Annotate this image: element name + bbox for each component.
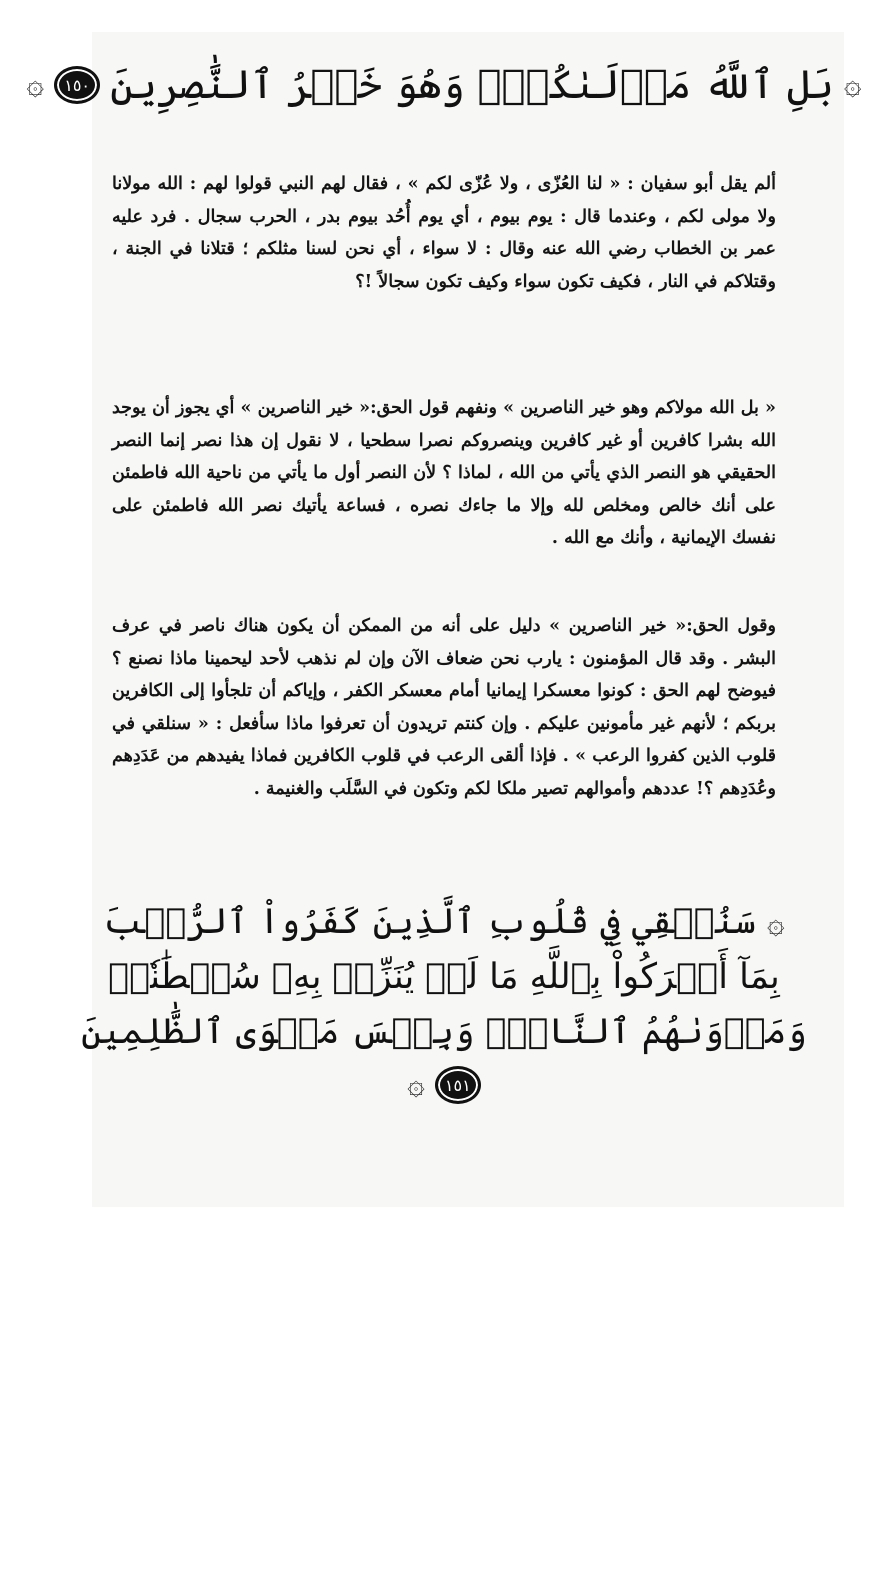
ornament-icon: ۞: [843, 67, 862, 102]
ornament-icon: ۞: [407, 1067, 425, 1102]
paragraph-3: وقول الحق:« خير الناصرين » دليل على أنه من الممكن أن يكون هناك ناصر في عرف البشر . وقد قال المؤمنون : يارب نحن ضعاف الآن وإن لم نذهب لأحد ليحمينا ماذا نصنع ؟ فيوضح لهم الحق : كونوا معسكرا إيمانيا أمام معسكر الكفر ، وإياكم أن تلجأوا إلى الكافرين بربكم ؛ لأنهم غير مأمونين عليكم . وإن كنتم تريدون أن تعرفوا ماذا سأفعل : « سنلقي في قلوب الذين كفروا الرعب » . فإذا ألقى الرعب في قلوب الكافرين فماذا يفيدهم من عَدَدِهم وعُدَدِهم ؟! عددهم وأموالهم تصير ملكا لكم وتكون في السَّلَب والغنيمة .: [112, 616, 776, 799]
ornament-icon: ۞: [26, 67, 45, 102]
header-verse-text: بَلِ ٱللَّهُ مَوۡلَىٰكُمۡۖ وَهُوَ خَيۡرُ ٱلنَّٰصِرِينَ: [110, 62, 834, 108]
verse-line-1: [0, 895, 888, 950]
verse-footer: [0, 895, 888, 1104]
paragraph-2: « بل الله مولاكم وهو خير الناصرين » ونفهم قول الحق:« خير الناصرين » أي يجوز أن يوجد الله بشرا كافرين أو غير كافرين وينصروكم نصرا سطحيا ، لا نقول إن هذا نصر إنما النصر الحقيقي هو النصر الذي يأتي من الله ، لماذا ؟ لأن النصر أول ما يأتي من ناحية الله فاطمئن على أنك خالص ومخلص لله وإلا ما جاءك نصره ، فساعة يأتيك نصر الله فاطمئن على نفسك الإيمانية ، وأنك مع الله .: [112, 398, 776, 548]
verse-number-badge: ١٥١: [435, 1066, 481, 1104]
verse-line-3: وَمَأۡوَىٰهُمُ ٱلنَّارُۖ وَبِئۡسَ مَثۡوَى ٱلظَّٰلِمِينَ: [81, 1012, 807, 1052]
verse-line-1-text: سَنُلۡقِي فِي قُلُوبِ ٱلَّذِينَ كَفَرُواْ ٱلرُّعۡبَ: [103, 902, 756, 942]
verse-header: [0, 40, 888, 130]
verse-end-marker: [0, 1066, 888, 1104]
verse-line-2: بِمَآ أَشۡرَكُواْ بِٱللَّهِ مَا لَمۡ يُنَزِّلۡ بِهِۦ سُلۡطَٰنٗاۖ: [108, 957, 780, 997]
verse-number-badge: ١٥٠: [54, 66, 100, 104]
paragraph-1: ألم يقل أبو سفيان : « لنا العُزّى ، ولا عُزّى لكم » ، فقال لهم النبي قولوا لهم : الله مولانا ولا مولى لكم ، وعندما قال : يوم بيوم ، أي يوم أُحُد بيوم بدر ، الحرب سجال . فرد عليه عمر بن الخطاب رضي الله عنه وقال : لا سواء ، أي نحن لسنا مثلكم ؛ قتلانا في الجنة ، وقتلاكم في النار ، فكيف تكون سواء وكيف تكون سجالاً !؟: [112, 174, 776, 292]
ornament-icon: ۞: [766, 906, 785, 941]
